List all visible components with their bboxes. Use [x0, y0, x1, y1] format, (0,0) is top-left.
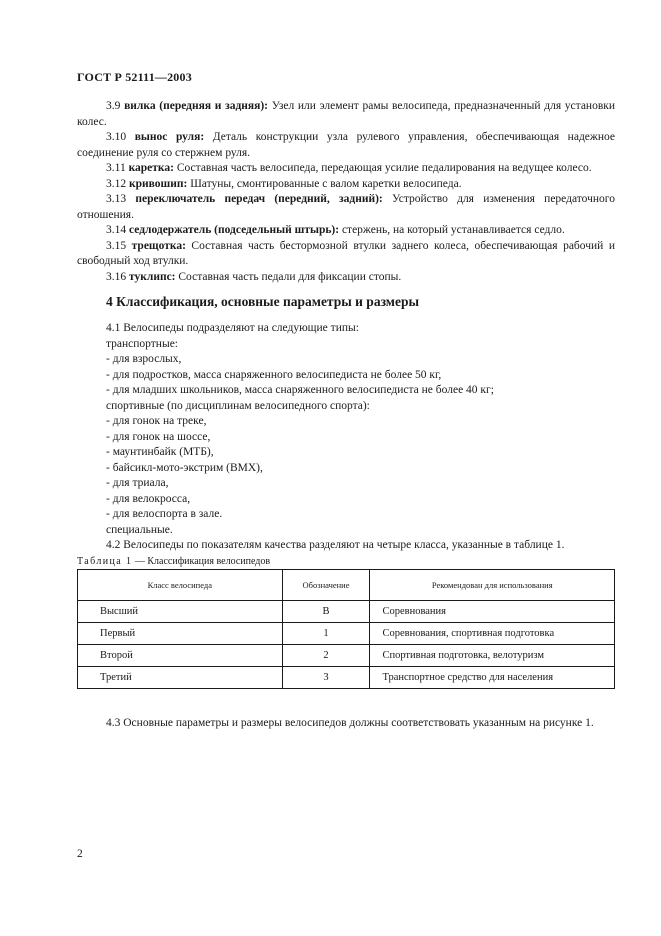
classification-table — [77, 569, 615, 689]
definitions-list — [77, 99, 615, 285]
table-caption-label: Таблица 1 — [77, 556, 133, 567]
cell-class: Третий — [78, 667, 283, 689]
document-header: ГОСТ Р 52111—2003 — [77, 70, 192, 84]
clause-4-3: 4.3 Основные параметры и размеры велосипедов должны соответствовать указанным на рисунке 1. — [106, 717, 594, 729]
type-line: - байсикл-мото-экстрим (ВМХ), — [106, 461, 263, 474]
type-line: - для гонок на треке, — [106, 415, 207, 427]
definition-text: стержень, на который устанавливается седло. — [339, 224, 565, 236]
table-row — [78, 623, 615, 645]
type-line: - для триала, — [106, 477, 169, 489]
definition-term: вынос руля: — [134, 131, 205, 143]
table-caption-text: — Классификация велосипедов — [132, 556, 271, 567]
section-heading: 4 Классификация, основные параметры и размеры — [106, 294, 420, 309]
clause-4-1 — [77, 321, 615, 554]
cell-class: Высший — [78, 601, 283, 623]
cell-usage: Соревнования — [370, 601, 615, 623]
type-line: - для взрослых, — [106, 353, 182, 365]
column-header-designation: Обозначение — [282, 570, 370, 601]
column-header-usage: Рекомендован для использования — [370, 570, 615, 601]
definition-text: Составная часть педали для фиксации стопы. — [175, 270, 402, 283]
cell-class: Второй — [78, 645, 283, 667]
type-line: специальные. — [106, 523, 173, 536]
definition-3-16: 3.16 туклипс: Составная часть педали для фиксации стопы. — [106, 270, 402, 283]
definition-term: переключатель передач (передний, задний): — [135, 193, 383, 205]
definition-text: Деталь конструкции узла рулевого управления, обеспечивающая надежное соединение руля со стержнем руля. — [77, 131, 615, 159]
cell-designation: 3 — [282, 667, 370, 689]
definition-text: Составная часть велосипеда, передающая усилие педалирования на ведущее колесо. — [173, 162, 592, 174]
cell-usage: Транспортное средство для населения — [370, 667, 615, 689]
definition-text: Шатуны, смонтированные с валом каретки велосипеда. — [187, 177, 462, 190]
definition-text: Узел или элемент рамы велосипеда, предназначенный для установки колес. — [77, 100, 615, 128]
definition-term: трещотка: — [131, 239, 186, 252]
cell-usage: Соревнования, спортивная подготовка — [370, 623, 615, 645]
definition-3-10: 3.10 вынос руля: Деталь конструкции узла рулевого управления, обеспечивающая надежное соединение руля со стержнем руля. — [77, 131, 615, 159]
definition-term: седлодержатель (подседельный штырь): — [129, 224, 340, 236]
definition-3-13: 3.13 переключатель передач (передний, задний): Устройство для изменения передаточного отношения. — [77, 193, 615, 221]
definition-term: туклипс: — [129, 270, 176, 283]
cell-usage: Спортивная подготовка, велотуризм — [370, 645, 615, 667]
definition-text: Устройство для изменения передаточного отношения. — [77, 193, 615, 221]
cell-designation: 1 — [282, 623, 370, 645]
table-row — [78, 667, 615, 689]
table-header-row — [78, 570, 615, 601]
definition-3-14: 3.14 седлодержатель (подседельный штырь): стержень, на который устанавливается седло. — [106, 224, 565, 236]
type-line: спортивные (по дисциплинам велосипедного спорта): — [106, 399, 370, 412]
table-row — [78, 645, 615, 667]
type-line: - для младших школьников, масса снаряженного велосипедиста не более 40 кг; — [106, 384, 494, 396]
definition-term: кривошип: — [129, 177, 188, 190]
clause-4-2: 4.2 Велосипеды по показателям качества разделяют на четыре класса, указанные в таблице 1. — [106, 539, 565, 551]
table-caption — [77, 556, 270, 567]
definition-term: вилка (передняя и задняя): — [124, 100, 268, 112]
definition-3-15: 3.15 трещотка: Составная часть бестормозной втулки заднего колеса, обеспечивающая рабочий и свободный ход втулки. — [77, 239, 615, 267]
type-line: - для велоспорта в зале. — [106, 508, 223, 520]
clause-intro: 4.1 Велосипеды подразделяют на следующие типы: — [106, 322, 359, 334]
definition-term: каретка: — [128, 162, 174, 174]
definition-3-9: 3.9 вилка (передняя и задняя): Узел или элемент рамы велосипеда, предназначенный для установки колес. — [77, 100, 615, 128]
type-line: - маунтинбайк (МТБ), — [106, 446, 214, 458]
definition-text: Составная часть бестормозной втулки заднего колеса, обеспечивающая рабочий и свободный ход втулки. — [77, 239, 615, 267]
cell-class: Первый — [78, 623, 283, 645]
column-header-class: Класс велосипеда — [78, 570, 283, 601]
cell-designation: В — [282, 601, 370, 623]
table-row — [78, 601, 615, 623]
type-line: транспортные: — [106, 337, 178, 350]
definition-3-11: 3.11 каретка: Составная часть велосипеда, передающая усилие педалирования на ведущее колесо. — [106, 162, 592, 174]
type-line: - для гонок на шоссе, — [106, 430, 211, 443]
type-line: - для велокросса, — [106, 492, 191, 505]
page-number: 2 — [77, 848, 83, 860]
cell-designation: 2 — [282, 645, 370, 667]
type-line: - для подростков, масса снаряженного велосипедиста не более 50 кг, — [106, 368, 442, 381]
definition-3-12: 3.12 кривошип: Шатуны, смонтированные с валом каретки велосипеда. — [106, 177, 462, 190]
